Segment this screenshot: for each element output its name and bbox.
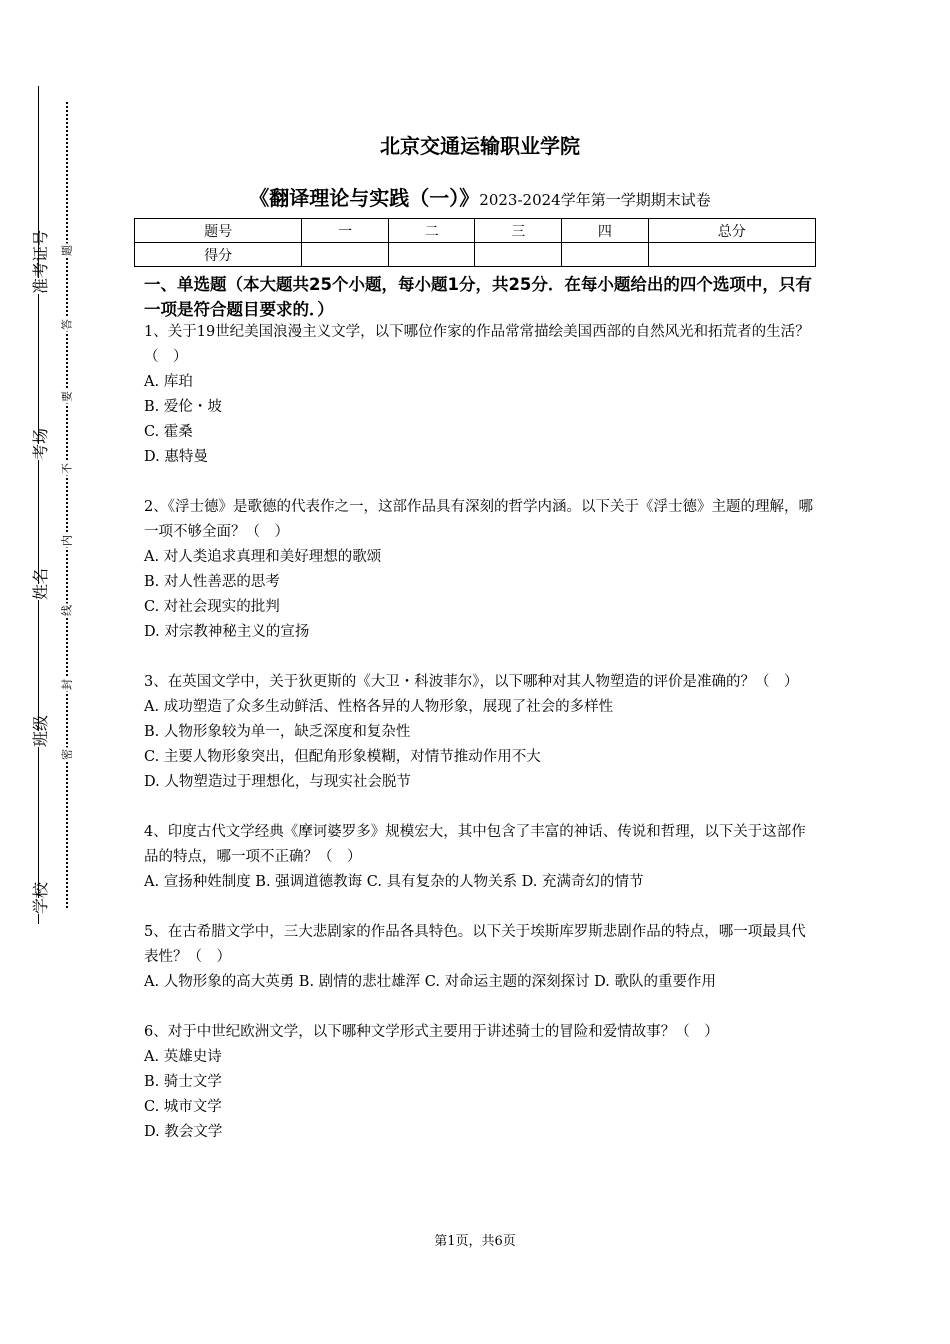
- option: C. 主要人物形象突出，但配角形象模糊，对情节推动作用不大: [144, 749, 541, 765]
- score-header: 四: [562, 219, 649, 243]
- question-text: 3、在英国文学中，关于狄更斯的《大卫・科波菲尔》，以下哪种对其人物塑造的评价是准确的？（ ）: [144, 674, 799, 690]
- option: A. 成功塑造了众多生动鲜活、性格各异的人物形象，展现了社会的多样性: [144, 699, 614, 715]
- option: A. 英雄史诗: [144, 1049, 222, 1065]
- score-row-label: 得分: [135, 243, 302, 267]
- score-cell: [302, 243, 389, 267]
- score-table-header-row: [135, 219, 816, 243]
- label-class: 班级: [31, 714, 50, 747]
- binding-solid-line: [38, 86, 39, 924]
- option: B. 人物形象较为单一，缺乏深度和复杂性: [144, 724, 411, 740]
- label-exam-room: 考场: [31, 427, 50, 460]
- question-text: 5、在古希腊文学中，三大悲剧家的作品各具特色。以下关于埃斯库罗斯悲剧作品的特点，哪一项最具代表性？（ ）: [144, 924, 806, 965]
- option: A. 库珀: [144, 374, 193, 390]
- seal-char: 内: [60, 535, 74, 546]
- option: C. 对社会现实的批判: [144, 599, 280, 615]
- question-1: [144, 320, 816, 470]
- question-4: [144, 820, 816, 895]
- question-5: [144, 920, 816, 995]
- binding-margin: [0, 0, 100, 1344]
- label-school: 学校: [31, 881, 50, 914]
- seal-char: 封: [60, 679, 74, 690]
- seal-char: 要: [60, 391, 74, 402]
- option: D. 教会文学: [144, 1124, 223, 1140]
- option: B. 骑士文学: [144, 1074, 222, 1090]
- binding-dotted-line: [66, 102, 68, 908]
- score-cell: [388, 243, 475, 267]
- question-text: 1、关于19世纪美国浪漫主义文学，以下哪位作家的作品常常描绘美国西部的自然风光和拓荒者的生活？（ ）: [144, 324, 810, 365]
- score-table-score-row: [135, 243, 816, 267]
- option-line: A. 人物形象的高大英勇 B. 剧情的悲壮雄浑 C. 对命运主题的深刻探讨 D. 歌队的重要作用: [144, 974, 717, 990]
- label-exam-number: 准考证号: [31, 229, 50, 294]
- score-cell: [475, 243, 562, 267]
- section-title: 一、单选题（本大题共25个小题，每小题1分，共25分．在每小题给出的四个选项中，只有一项是符合题目要求的．）: [144, 275, 812, 319]
- seal-char: 密: [60, 749, 74, 760]
- question-text: 2、《浮士德》是歌德的代表作之一，这部作品具有深刻的哲学内涵。以下关于《浮士德》主题的理解，哪一项不够全面？（ ）: [144, 499, 813, 540]
- seal-char: 题: [60, 245, 74, 256]
- exam-title: [144, 182, 816, 211]
- question-text: 6、对于中世纪欧洲文学，以下哪种文学形式主要用于讲述骑士的冒险和爱情故事？（ ）: [144, 1024, 719, 1040]
- option: C. 城市文学: [144, 1099, 222, 1115]
- question-6: [144, 1020, 816, 1145]
- seal-char: 线: [60, 605, 74, 616]
- page-footer: 第1页，共6页: [434, 1234, 516, 1249]
- score-cell: [562, 243, 649, 267]
- option: A. 对人类追求真理和美好理想的歌颂: [144, 549, 382, 565]
- option-line: A. 宣扬种姓制度 B. 强调道德教诲 C. 具有复杂的人物关系 D. 充满奇幻的情节: [144, 874, 644, 890]
- question-text: 4、印度古代文学经典《摩诃婆罗多》规模宏大，其中包含了丰富的神话、传说和哲理，以下关于这部作品的特点，哪一项不正确？（ ）: [144, 824, 806, 865]
- label-name: 姓名: [31, 567, 50, 600]
- score-header: 总分: [648, 219, 815, 243]
- option: B. 爱伦・坡: [144, 399, 222, 415]
- exam-term: 2023-2024学年第一学期期末试卷: [479, 191, 711, 209]
- seal-char: 不: [60, 463, 74, 474]
- option: D. 人物塑造过于理想化，与现实社会脱节: [144, 774, 411, 790]
- score-table: [134, 218, 816, 267]
- option: D. 惠特曼: [144, 449, 208, 465]
- question-list: [144, 320, 816, 1170]
- score-cell: [648, 243, 815, 267]
- question-3: [144, 670, 816, 795]
- option: C. 霍桑: [144, 424, 193, 440]
- seal-char: 答: [60, 319, 74, 330]
- score-header: 题号: [135, 219, 302, 243]
- course-name: 《翻译理论与实践（一）》: [249, 186, 480, 210]
- score-header: 二: [388, 219, 475, 243]
- option: B. 对人性善恶的思考: [144, 574, 280, 590]
- question-2: [144, 495, 816, 645]
- school-name: 北京交通运输职业学院: [380, 134, 580, 158]
- option: D. 对宗教神秘主义的宣扬: [144, 624, 310, 640]
- score-header: 三: [475, 219, 562, 243]
- score-header: 一: [302, 219, 389, 243]
